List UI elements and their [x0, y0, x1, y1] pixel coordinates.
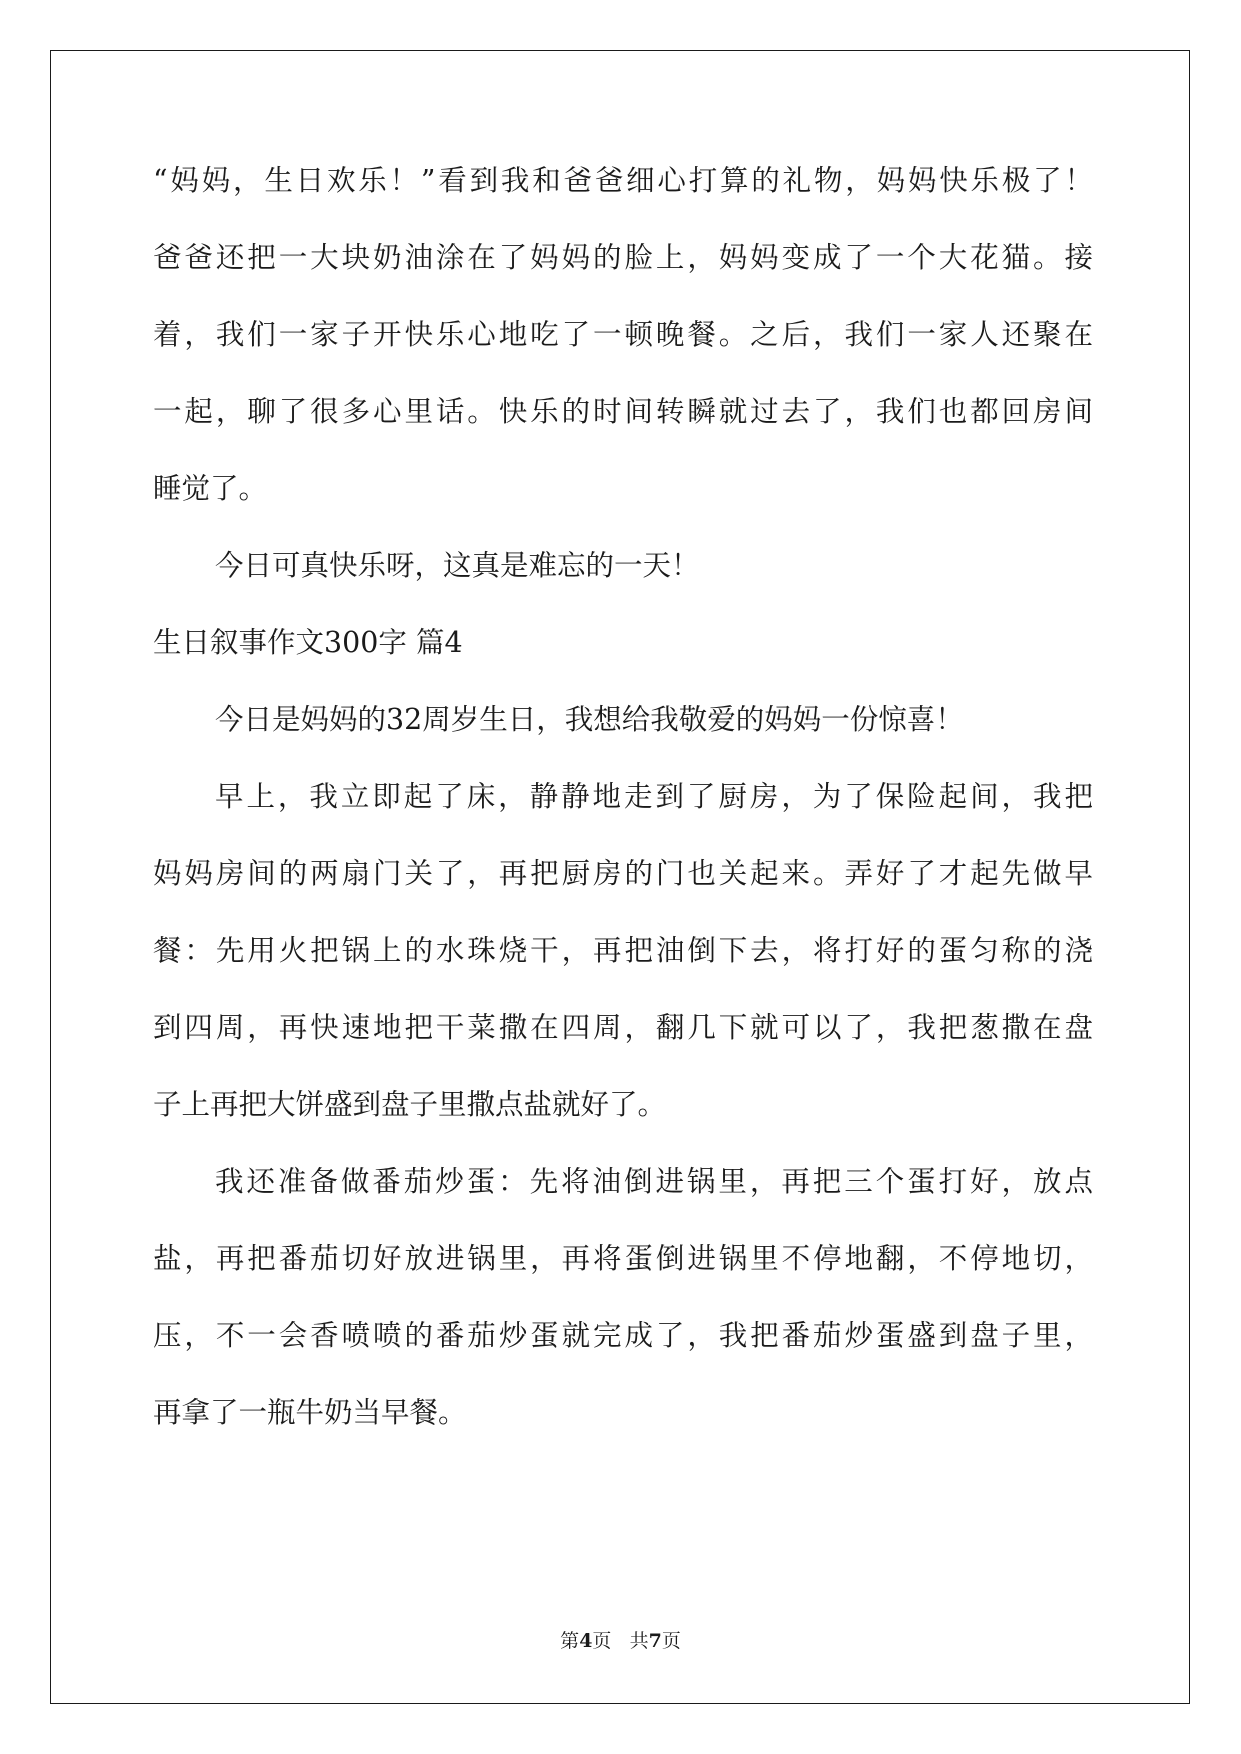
total-prefix: 共 [629, 1630, 649, 1652]
text-line: 睡觉了。 [153, 472, 268, 505]
total-pages: 7 [648, 1630, 662, 1652]
page-footer [0, 1626, 1241, 1653]
total-suffix: 页 [661, 1630, 681, 1652]
page-prefix: 第 [560, 1630, 580, 1652]
text-line: 妈妈房间的两扇门关了，再把厨房的门也关起来。弄好了才起先做早 [153, 857, 1093, 890]
text-line: 子上再把大饼盛到盘子里撒点盐就好了。 [153, 1088, 667, 1121]
text-line: 我还准备做番茄炒蛋：先将油倒进锅里，再把三个蛋打好，放点 [215, 1165, 1093, 1198]
text-line: 再拿了一瓶牛奶当早餐。 [153, 1396, 467, 1429]
text-line: 一起，聊了很多心里话。快乐的时间转瞬就过去了，我们也都回房间 [153, 395, 1093, 428]
document-body [153, 166, 1093, 1475]
text-line: 今日可真快乐呀，这真是难忘的一天！ [215, 549, 700, 582]
text-line: 餐：先用火把锅上的水珠烧干，再把油倒下去，将打好的蛋匀称的浇 [153, 934, 1093, 967]
page-suffix: 页 [592, 1630, 612, 1652]
text-line: 爸爸还把一大块奶油涂在了妈妈的脸上，妈妈变成了一个大花猫。接 [153, 241, 1093, 274]
text-line: 今日是妈妈的32周岁生日，我想给我敬爱的妈妈一份惊喜！ [215, 703, 964, 736]
text-line: 到四周，再快速地把干菜撒在四周，翻几下就可以了，我把葱撒在盘 [153, 1011, 1093, 1044]
page-number: 4 [579, 1630, 593, 1652]
text-line: 着，我们一家子开快乐心地吃了一顿晚餐。之后，我们一家人还聚在 [153, 318, 1093, 351]
section-heading: 生日叙事作文300字 篇4 [153, 626, 463, 659]
text-line: “妈妈，生日欢乐！”看到我和爸爸细心打算的礼物，妈妈快乐极了！ [153, 164, 1093, 197]
text-line: 早上，我立即起了床，静静地走到了厨房，为了保险起间，我把 [215, 780, 1093, 813]
text-line: 盐，再把番茄切好放进锅里，再将蛋倒进锅里不停地翻，不停地切， [153, 1242, 1093, 1275]
text-line: 压，不一会香喷喷的番茄炒蛋就完成了，我把番茄炒蛋盛到盘子里， [153, 1319, 1093, 1352]
